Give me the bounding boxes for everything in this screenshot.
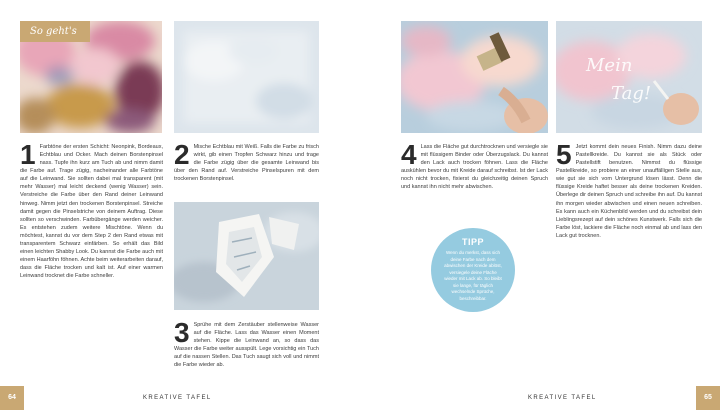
- photo-handwriting-line-2: Tag!: [611, 83, 652, 104]
- page-number-right: 65: [696, 386, 720, 410]
- step-5: [556, 139, 702, 240]
- step-3-text: Sprühe mit dem Zerstäuber stellenweise Wasser auf die Fläche. Lass das Wasser einen Moment stehen. Kippe die Leinwand an, so dass das Wasser die Farbe weiter ausspült. Lege vorsichtig ein Tuch auf die nassen Stellen. Das Tuch saugt sich voll und nimmt die Farbe wieder ab.: [174, 322, 319, 369]
- step-2-number: 2: [174, 139, 190, 170]
- photo-varnish-brush: [401, 21, 548, 133]
- step-5-number: 5: [556, 139, 572, 170]
- step-5-text: Jetzt kommt dein neues Finish. Nimm dazu deine Pastellkreide. Du kannst sie als Stück oder Pastellstift benutzen. Nimmst du flüssige Pastellkreide, so probiere an einer unauffälligen Stelle aus, wie gut sie sich vom Untergrund lösen lässt. Denn die flüssige Kreide haftet besser als deine trockenen Kreiden. Überlege dir deinen Spruch und schreibe ihn auf. Du kannst ihn morgen wieder abwischen und einen neuen schreiben. Es kann auch ein Küchenbild werden und du schreibst dein Lieblingsrezept auf dein schönes Kunstwerk. Falls sich die Farbe löst, lackiere die Fläche noch einmal ab und lass den Lack gut trocknen.: [556, 144, 702, 239]
- step-4-number: 4: [401, 139, 417, 170]
- footer-title-right: KREATIVE TAFEL: [528, 395, 597, 401]
- step-4-text: Lass die Fläche gut durchtrocknen und versiegle sie mit flüssigem Binder oder Überzugslack. Du kannst den Lack auch trocken föhnen. Lass die Fläche auskühlen bevor du mit Kreide darauf schreibst. Ist der Lack noch nicht trocken, fixierst du gleichzeitig deinen Spruch und kannst ihn nicht mehr abwischen.: [401, 144, 548, 191]
- step-4: [401, 139, 548, 191]
- page-number-left: 64: [0, 386, 24, 410]
- so-gehts-badge: So geht's: [20, 21, 90, 42]
- step-1-text: Farbtöne der ersten Schicht: Neonpink, Bordeaux, Echtblau und Ocker. Mach deinen Borstenpinsel nass. Tupfe ihn kurz am Tuch ab und nimm damit die Farbe auf. Trage zügig, nacheinander alle Farbtöne auf die Leinwand. Sie sollten dabei mal transparent (mit mehr Wasser) mal leicht deckend (wenig Wasser) sein. Verstreiche die Farbe über den Rand deiner Leinwand hinweg. Nimm jetzt den trockenen Borstenpinsel. Streiche damit gegen die Pinselstriche von deinem Auftrag. Diese sollten so verschwinden. Farbübergänge werden weicher. Es entstehen zudem weitere Mischtöne. Wenn du möchtest, kannst du vor dem Step 2 den Rand etwas mit transparentem Schwarz einfärben. So erhält das Bild einen leichten Shabby Look. Du kannst die Farbe auch mit einem Haarföhn föhnen. Achte beim weiterarbeiten darauf, dass die Fläche trocken und kalt ist. Auf einer warmen Leinwand trocknet die Farbe schneller.: [20, 144, 163, 280]
- photo-chalk-writing: [556, 21, 702, 133]
- step-1: [20, 139, 163, 280]
- photo-first-layer: [20, 21, 162, 133]
- photo-blue-layer: [174, 21, 319, 133]
- footer-title-left: KREATIVE TAFEL: [143, 395, 212, 401]
- tip-text: Wenn du merkst, dass sich deine Farbe nach dem abwischen der Kreide ablöst, versiegele deine Fläche wieder mit Lack ab. So bleibt sie lange, für täglich wechselnde Sprüche, beschreibbar.: [444, 250, 502, 301]
- step-3: [174, 317, 319, 369]
- step-2-text: Mische Echtblau mit Weiß. Falls die Farbe zu frisch wirkt, gib einen Tropfen Schwarz hinzu und trage die Farbe zügig über die gesamte Leinwand bis über den Rand auf. Verstreiche Pinselspuren mit dem trockenen Borstenpinsel.: [174, 144, 319, 183]
- step-1-number: 1: [20, 139, 36, 170]
- photo-handwriting-line-1: Mein: [586, 55, 633, 76]
- tip-bubble: [431, 228, 515, 312]
- tip-title: TIPP: [461, 237, 484, 247]
- step-2: [174, 139, 319, 183]
- photo-cloth-dabbing: [174, 202, 319, 310]
- step-3-number: 3: [174, 317, 190, 348]
